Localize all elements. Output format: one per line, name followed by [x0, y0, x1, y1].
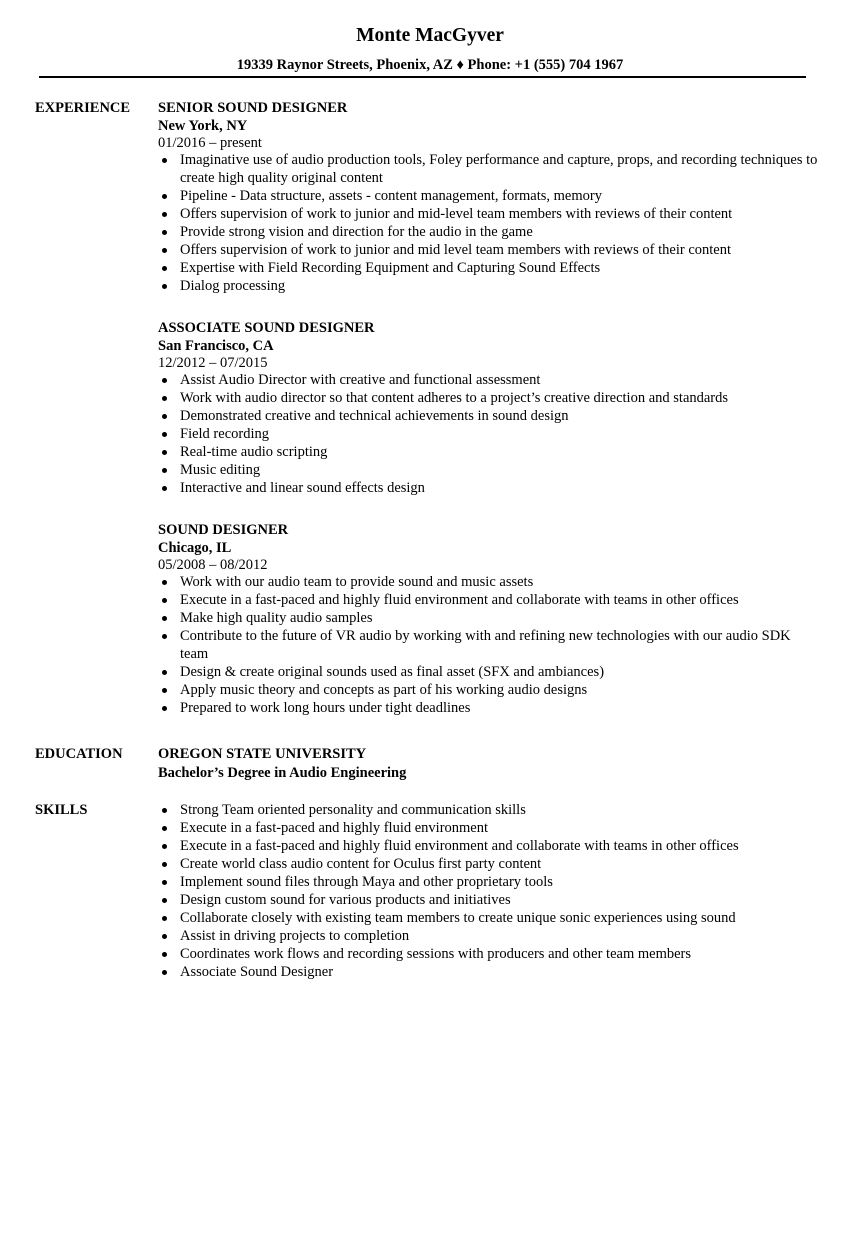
list-item: Collaborate closely with existing team members to create unique sonic experiences using sound: [158, 909, 818, 927]
resume-header: [0, 0, 860, 74]
job-entry: [158, 319, 818, 497]
list-item: Contribute to the future of VR audio by working with and refining new technologies with our audio SDK team: [158, 627, 818, 663]
job-title: SOUND DESIGNER: [158, 522, 289, 538]
list-item: Make high quality audio samples: [158, 609, 818, 627]
list-item: Offers supervision of work to junior and mid-level team members with reviews of their content: [158, 205, 818, 223]
list-item: Work with our audio team to provide sound and music assets: [158, 573, 818, 591]
job-title: ASSOCIATE SOUND DESIGNER: [158, 320, 375, 336]
list-item: Design & create original sounds used as final asset (SFX and ambiances): [158, 663, 818, 681]
list-item: Music editing: [158, 461, 818, 479]
list-item: Real-time audio scripting: [158, 443, 818, 461]
section-label-education: EDUCATION: [35, 746, 123, 762]
list-item: Associate Sound Designer: [158, 963, 818, 981]
job-location: Chicago, IL: [158, 540, 232, 556]
job-dates: 05/2008 – 08/2012: [158, 557, 268, 573]
skills-list: [158, 801, 818, 981]
list-item: Assist Audio Director with creative and functional assessment: [158, 371, 818, 389]
job-bullets: [158, 151, 818, 295]
list-item: Pipeline - Data structure, assets - content management, formats, memory: [158, 187, 818, 205]
list-item: Coordinates work flows and recording sessions with producers and other team members: [158, 945, 818, 963]
candidate-name: Monte MacGyver: [356, 25, 504, 46]
skills-bullets: [158, 801, 818, 981]
list-item: Design custom sound for various products and initiatives: [158, 891, 818, 909]
list-item: Strong Team oriented personality and communication skills: [158, 801, 818, 819]
list-item: Imaginative use of audio production tools, Foley performance and capture, props, and recording techniques to create high quality original content: [158, 151, 818, 187]
job-title: SENIOR SOUND DESIGNER: [158, 100, 348, 116]
list-item: Create world class audio content for Oculus first party content: [158, 855, 818, 873]
education-entry: [158, 745, 818, 783]
list-item: Demonstrated creative and technical achievements in sound design: [158, 407, 818, 425]
list-item: Assist in driving projects to completion: [158, 927, 818, 945]
job-entry: [158, 521, 818, 717]
job-entry: [158, 99, 818, 295]
list-item: Interactive and linear sound effects design: [158, 479, 818, 497]
list-item: Execute in a fast-paced and highly fluid environment: [158, 819, 818, 837]
job-bullets: [158, 573, 818, 717]
list-item: Field recording: [158, 425, 818, 443]
list-item: Apply music theory and concepts as part of his working audio designs: [158, 681, 818, 699]
job-bullets: [158, 371, 818, 497]
list-item: Work with audio director so that content adheres to a project’s creative direction and standards: [158, 389, 818, 407]
school-name: OREGON STATE UNIVERSITY: [158, 746, 367, 762]
list-item: Prepared to work long hours under tight deadlines: [158, 699, 818, 717]
job-location: New York, NY: [158, 118, 248, 134]
list-item: Execute in a fast-paced and highly fluid environment and collaborate with teams in other offices: [158, 591, 818, 609]
list-item: Implement sound files through Maya and other proprietary tools: [158, 873, 818, 891]
job-location: San Francisco, CA: [158, 338, 274, 354]
section-label-skills: SKILLS: [35, 802, 88, 818]
contact-line: 19339 Raynor Streets, Phoenix, AZ ♦ Phone: +1 (555) 704 1967: [236, 57, 624, 73]
list-item: Expertise with Field Recording Equipment and Capturing Sound Effects: [158, 259, 818, 277]
section-label-experience: EXPERIENCE: [35, 100, 131, 116]
list-item: Execute in a fast-paced and highly fluid environment and collaborate with teams in other offices: [158, 837, 818, 855]
experience-list: [158, 99, 818, 731]
header-divider: [39, 76, 806, 78]
job-dates: 12/2012 – 07/2015: [158, 355, 268, 371]
list-item: Offers supervision of work to junior and mid level team members with reviews of their content: [158, 241, 818, 259]
job-dates: 01/2016 – present: [158, 135, 262, 151]
list-item: Dialog processing: [158, 277, 818, 295]
list-item: Provide strong vision and direction for the audio in the game: [158, 223, 818, 241]
degree-name: Bachelor’s Degree in Audio Engineering: [158, 765, 407, 781]
